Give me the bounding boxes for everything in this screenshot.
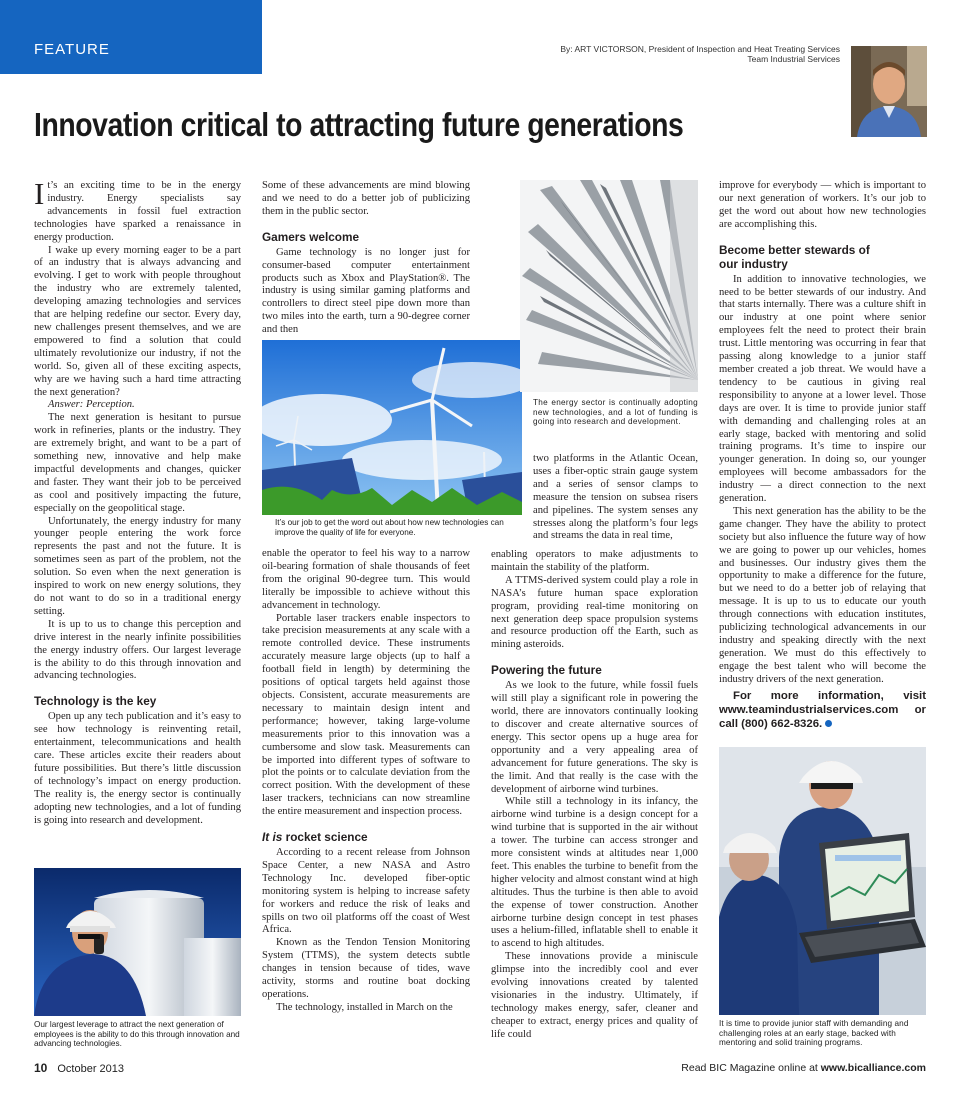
paragraph: enable the operator to feel his way to a narrow oil-bearing formation of shale thousands of feet from the original 90-degree turn. This would literally be impossible to achieve without this advancement in technology.: [262, 548, 470, 611]
worker-photo-caption: Our largest leverage to attract the next generation of employees is the ability to do this through innovation and advancing technologies.: [34, 1020, 240, 1049]
wind-turbine-solar-photo: [262, 340, 522, 515]
paragraph: improve for everybody — which is important to our next generation of workers. It’s our job to get the word out about how new technologies are accomplishing this.: [719, 180, 926, 230]
paragraph: The technology, installed in March on the: [276, 1001, 453, 1013]
subheading: Become better stewards of our industry: [719, 242, 870, 271]
drop-cap: I: [34, 176, 45, 211]
paragraph: The next generation is hesitant to pursue work in refineries, plants or the industry. They are extremely bright, and want to be a part of something new, innovative and help make impactful developments and changes, quicker and faster. They want their job to be perceived as cool and positively impacting the future, especially on the geopolitical stage.: [34, 412, 241, 514]
end-mark-icon: [825, 720, 832, 727]
column-2-top: [262, 180, 470, 337]
paragraph: Open up any tech publication and it’s easy to see how technology is reinventing retail, entertainment, telecommunications and health care. These articles excite their readers about future possibilities. But there’s little discussion of technology’s impact on energy production. The reality is, the energy sector is continually adopting new technologies, and a lot of funding is going into research and development.: [34, 711, 241, 826]
paragraph: These innovations provide a miniscule glimpse into the incredibly cool and ever evolving innovations created by talented visionaries in the industry. Ultimately, if technology makes energy, safer, cleaner and cheaper to extract, energy prices and quality of life could: [491, 951, 698, 1040]
paragraph: I wake up every morning eager to be a part of an industry that is always advancing and evolving. I get to work with people throughout the industry who are extremely talented, developing amazing technologies and services that are helping redefine our sector. Every day, new challenges present themselves, and we are empowered to find a solution that could ultimately revolutionize our industry, if not the world. So, given all of these exciting aspects, why are we having such a hard time attracting the next generation?: [34, 244, 241, 398]
page-footer-right: [681, 1062, 926, 1074]
wind-photo-caption: It’s our job to get the word out about how new technologies can improve the quality of life for everyone.: [275, 518, 504, 537]
paragraph: It’s an exciting time to be in the energy industry. Energy specialists say advancements in fossil fuel extraction technologies have sparked a renaissance in energy production.: [34, 176, 241, 243]
section-tab: [0, 0, 262, 74]
issue-date: October 2013: [57, 1063, 125, 1075]
column-2-bottom: [262, 548, 470, 1015]
article-headline: Innovation critical to attracting future generations: [34, 106, 684, 143]
column-1: [34, 176, 241, 828]
byline-author: By: ART VICTORSON, President of Inspection and Heat Treating Services: [560, 44, 840, 54]
subheading: Technology is the key: [34, 694, 157, 709]
paragraph: Game technology is no longer just for consumer-based computer entertainment products such as Xbox and PlayStation®. The industry is using similar gaming platforms and controllers to direct steel pipe down more than two miles into the earth, turn a 90-degree corner and then: [262, 246, 470, 336]
page-footer-left: [34, 1061, 124, 1075]
paragraph: It is up to us to change this perception and drive interest in the nearly infinite possibilities the energy industry offers. Our largest leverage is the ability to do this through innovation and advancing technologies.: [34, 618, 241, 682]
column-4: [719, 180, 926, 731]
paragraph: Answer: Perception.: [48, 399, 135, 411]
subheading: Gamers welcome: [262, 229, 360, 244]
paragraph: Unfortunately, the energy industry for many younger people entering the work force represents the past and not the future. It is sometimes seen as part of the problem, not the solution. So even when the next generation is inspired to work on new energy solutions, they do not want to do so in a traditional energy setting.: [34, 515, 241, 617]
column-3: [491, 549, 698, 1042]
byline: [480, 44, 840, 64]
subheading: Powering the future: [491, 663, 602, 678]
author-photo: [851, 46, 927, 137]
byline-company: Team Industrial Services: [747, 54, 840, 64]
laptop-photo-caption: It is time to provide junior staff with demanding and challenging roles at an early stage, backed with mentoring and solid training programs.: [719, 1019, 909, 1048]
contact-info: For more information, visit www.teamindustrialservices.com or call (800) 662-8326.: [719, 689, 926, 730]
read-online-text: Read BIC Magazine online at: [681, 1062, 821, 1074]
magazine-url-link[interactable]: www.bicalliance.com: [820, 1062, 926, 1074]
paragraph: two platforms in the Atlantic Ocean, uses a fiber-optic strain gauge system and a series of sensor clamps to measure the tension on subsea risers and pipelines. The system senses any stresses along the platform’s four legs and streams the data in real time,: [533, 453, 698, 542]
turbine-blades-photo: [520, 180, 698, 392]
paragraph: As we look to the future, while fossil fuels will still play a significant role in powering the world, there are innovators continually looking to discover and create alternative sources of energy. This sector opens up a huge area for opportunity and a very appealing area of advancement for future generations. The sky is the limit. And that really is the case with the development of airborne wind turbines.: [491, 680, 698, 795]
technicians-laptop-photo: [719, 747, 926, 1015]
paragraph: enabling operators to make adjustments to maintain the stability of the platform.: [491, 549, 698, 573]
page-number: 10: [34, 1061, 48, 1075]
turbine-photo-caption: The energy sector is continually adopting new technologies, and a lot of funding is going into research and development.: [533, 398, 698, 427]
paragraph: While still a technology in its infancy, the airborne wind turbine is a design concept for a wind turbine that is supported in the air without a tower. The turbine can access stronger and more consistent winds at altitudes near 1,000 feet. This enables the turbine to benefit from the higher velocity and almost constant wind at high altitudes. Thus the turbine is then able to avoid the expense of tower construction. Another airborne turbine design concept in test phases uses a helium-filled, inflatable shell to enable it to ascend to high altitudes.: [491, 796, 698, 950]
column-3-upper: [533, 453, 698, 543]
paragraph: Portable laser trackers enable inspectors to take precision measurements at any scale with a remote controlled device. These instruments accurately measure large objects (up to half a football field in length) by determining the positions of optical targets held against those objects. Consistent, accurate measurements are necessary to maintain design intent and performance; however, taking large-volume measurements prior to this innovation was a cumbersome and slow task. Measurements can be imported into different types of software to plot the points or to calculate deviation from the correct position. With the development of these laser trackers, technicians can now streamline the entire measurement and inspection process.: [262, 612, 470, 818]
paragraph: Some of these advancements are mind blowing and we need to do a better job of publicizing them in the public sector.: [262, 180, 470, 217]
section-label: FEATURE: [34, 41, 110, 58]
paragraph: A TTMS-derived system could play a role in NASA’s future human space exploration program, providing real-time monitoring on next generation deep space propulsion systems and resource production off the Earth, such as mining asteroids.: [491, 574, 698, 651]
paragraph: This next generation has the ability to be the game changer. They have the ability to protect society but also influence the future way of how we are going to power up our vehicles, homes and businesses. Our industry gives them the opportunity to make a difference for the future, but we need to do a better job of relaying that message. It is up to us to educate our youth through connections with education institutes, publicizing technological advancements in our industry and speaking directly with the next generation. We must do this effectively to engage the best talent who will become the industry drivers of the next generation.: [719, 505, 926, 685]
paragraph: Known as the Tendon Tension Monitoring System (TTMS), the system detects subtle changes in tension because of tides, wave activity, storms and routine boat docking operations.: [262, 937, 470, 1000]
paragraph: According to a recent release from Johnson Space Center, a new NASA and Astro Technology Inc. developed fiber-optic monitoring system is helping to increase safety for workers and reduce the risk of leaks and spills on two oil platforms off the coast of West Africa.: [262, 847, 470, 936]
worker-phone-photo: [34, 868, 241, 1016]
paragraph: In addition to innovative technologies, we need to be better stewards of our industry. And that starts internally. There was a culture shift in our industry at one point where senior employees felt the need to protect their brain trust. Little mentoring was occurring in fear that passing along knowledge to a junior staff member created a job threat. We would have a tendency to be cautious in giving real responsibility to anyone at a lower level. Those days are over. It is time to provide junior staff with demanding and challenging roles at an early stage, backed with mentoring and solid training programs. It’s time to inspire our younger generation. In doing so, our younger employees will become ambassadors for the industry — a direct connection to the next generation.: [719, 273, 926, 505]
subheading: It is rocket science: [262, 830, 368, 845]
